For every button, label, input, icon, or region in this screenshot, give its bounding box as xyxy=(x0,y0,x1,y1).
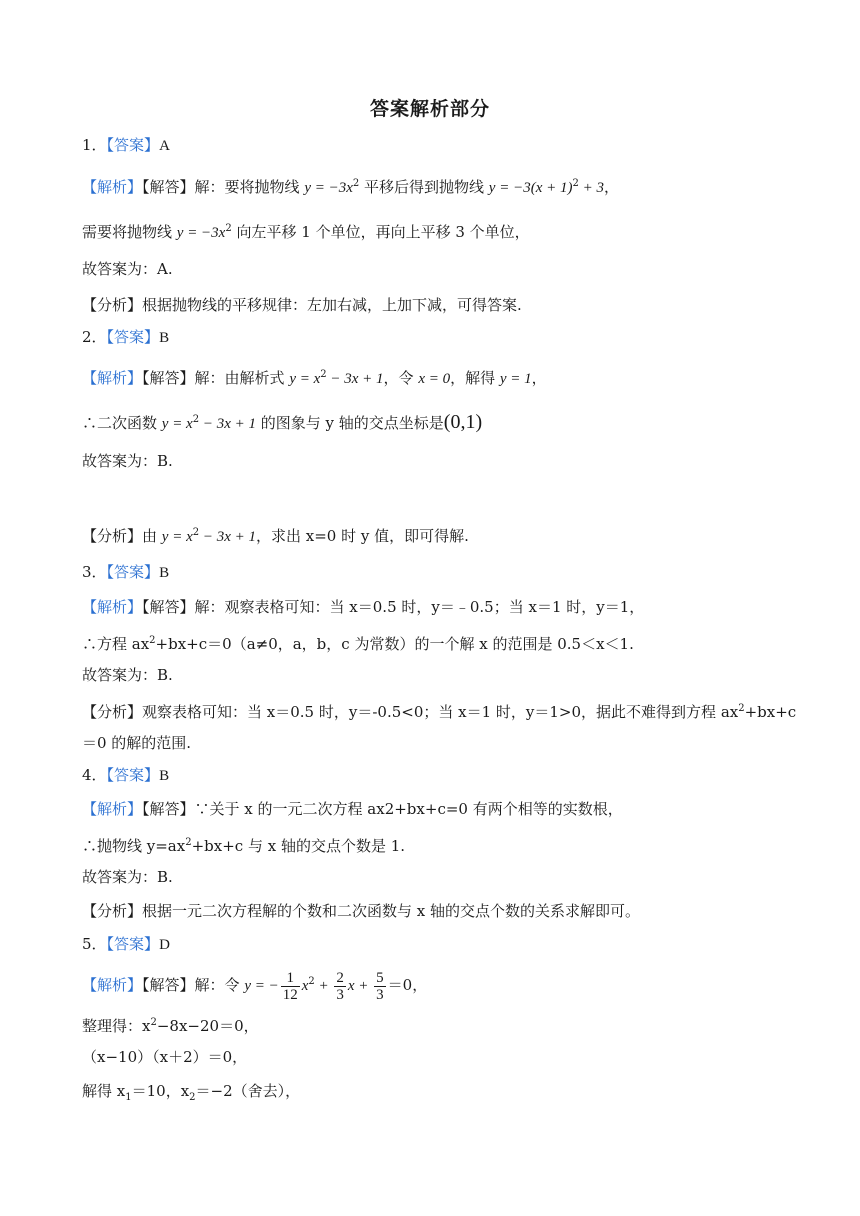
formula: y = x xyxy=(161,529,193,545)
q5-answer-line xyxy=(82,933,800,956)
text: ， xyxy=(531,369,547,387)
answer-tag: 【答案】 xyxy=(106,136,160,154)
jiexi-tag: 【解析】 xyxy=(82,800,143,818)
q1-solution-line-2 xyxy=(82,218,800,244)
superscript: 2 xyxy=(149,635,156,646)
q4-number: 4． xyxy=(82,766,107,784)
answer-tag: 【答案】 xyxy=(106,328,160,346)
formula: y = x xyxy=(161,416,193,432)
fraction xyxy=(281,970,300,1003)
q3-conclusion: 故答案为：B. xyxy=(82,666,173,684)
fenxi-tag: 【分析】 xyxy=(82,527,143,545)
text: 根据抛物线的平移规律：左加右减，上加下减，可得答案. xyxy=(142,296,522,314)
jieda-tag: 【解答】 xyxy=(142,598,195,616)
formula: + xyxy=(314,978,333,994)
q4-answer: B xyxy=(159,768,170,784)
q4-solution-line-1 xyxy=(82,798,800,820)
q5-number: 5． xyxy=(82,935,107,953)
superscript: 2 xyxy=(192,527,200,538)
jieda-tag: 【解答】 xyxy=(142,178,195,196)
text: ＝−2（舍去）， xyxy=(195,1082,301,1100)
denominator: 3 xyxy=(336,986,344,1003)
q4-conclusion: 故答案为：B. xyxy=(82,868,173,886)
text: 由 xyxy=(142,527,162,545)
superscript: 2 xyxy=(225,223,232,234)
fenxi-tag: 【分析】 xyxy=(82,703,143,721)
jiexi-tag: 【解析】 xyxy=(82,369,143,387)
formula: x xyxy=(301,978,309,994)
text: 向左平移 1 个单位，再向上平移 3 个单位， xyxy=(231,223,530,241)
q2-answer-line xyxy=(82,326,800,349)
q2-solution-line-2 xyxy=(82,409,800,435)
denominator: 3 xyxy=(376,986,384,1003)
jiexi-tag: 【解析】 xyxy=(82,976,143,994)
answer-tag: 【答案】 xyxy=(106,935,160,953)
superscript: 2 xyxy=(352,178,360,189)
q3-answer: B xyxy=(159,565,170,581)
text: ，令 xyxy=(383,369,419,387)
q3-analysis-line-1 xyxy=(82,698,800,723)
text: +bx+c xyxy=(744,703,797,721)
jiexi-tag: 【解析】 xyxy=(82,598,143,616)
denominator: 12 xyxy=(282,986,298,1003)
text: ∵关于 x 的一元二次方程 ax2+bx+c=0 有两个相等的实数根， xyxy=(194,800,623,818)
text: +bx+c 与 x 轴的交点个数是 1. xyxy=(191,837,406,855)
q2-number: 2． xyxy=(82,328,107,346)
formula: x = 0 xyxy=(418,371,451,387)
q3-solution-line-1 xyxy=(82,596,800,618)
text: ∴方程 ax xyxy=(82,635,150,653)
text: 的图象与 y 轴的交点坐标是 xyxy=(256,414,444,432)
q5-solution-line-3: （x−10）（x＋2）＝0， xyxy=(82,1048,248,1066)
formula: y = −3x xyxy=(176,225,226,241)
q3-solution-line-2 xyxy=(82,630,800,655)
point-coordinate: (0,1) xyxy=(443,411,483,433)
jieda-tag: 【解答】 xyxy=(142,976,195,994)
text: ，解得 xyxy=(450,369,500,387)
formula: y = x xyxy=(289,371,321,387)
q4-analysis xyxy=(82,900,800,922)
q2-solution-line-1 xyxy=(82,364,800,390)
q1-solution-line-1 xyxy=(82,173,800,199)
jieda-tag: 【解答】 xyxy=(142,369,195,387)
formula: y = −3(x + 1) xyxy=(488,180,573,196)
q5-solution-line-4 xyxy=(82,1080,800,1109)
page-title: 答案解析部分 xyxy=(369,98,490,120)
text: 观察表格可知：当 x＝0.5 时，y＝-0.5<0；当 x＝1 时，y＝1>0，据此不难得到方程 ax xyxy=(142,703,739,721)
superscript: 2 xyxy=(185,837,192,848)
superscript: 2 xyxy=(320,369,327,380)
q5-solution-line-1 xyxy=(82,962,800,1006)
q1-answer: A xyxy=(159,138,170,154)
answer-tag: 【答案】 xyxy=(106,563,160,581)
fenxi-tag: 【分析】 xyxy=(82,296,143,314)
q3-number: 3． xyxy=(82,563,107,581)
text: −8x−20＝0， xyxy=(156,1017,259,1035)
text: 解：观察表格可知：当 x＝0.5 时，y＝﹣0.5；当 x＝1 时，y＝1， xyxy=(194,598,645,616)
formula: − 3x + 1 xyxy=(326,371,384,387)
formula: x + xyxy=(347,978,373,994)
text: 解：令 xyxy=(194,976,245,994)
q1-number: 1． xyxy=(82,136,107,154)
subscript: 2 xyxy=(189,1092,196,1103)
q2-answer: B xyxy=(159,330,170,346)
text: +bx+c＝0（a≠0，a，b，c 为常数）的一个解 x 的范围是 0.5＜x＜1. xyxy=(155,635,634,653)
text: ∴二次函数 xyxy=(82,414,162,432)
text: ＝10，x xyxy=(131,1082,190,1100)
q2-analysis xyxy=(82,522,800,548)
q3-analysis-line-2: ＝0 的解的范围. xyxy=(82,734,192,752)
q1-answer-line xyxy=(82,134,800,157)
superscript: 2 xyxy=(150,1017,157,1028)
subscript: 1 xyxy=(125,1092,132,1103)
superscript: 2 xyxy=(572,178,579,189)
numerator: 1 xyxy=(281,970,300,987)
fraction xyxy=(334,970,346,1003)
formula: y = − xyxy=(244,978,279,994)
q2-conclusion: 故答案为：B. xyxy=(82,452,173,470)
text: 平移后得到抛物线 xyxy=(359,178,489,196)
q1-conclusion: 故答案为：A. xyxy=(82,260,173,278)
q4-solution-line-2 xyxy=(82,832,800,857)
superscript: 2 xyxy=(192,414,200,425)
formula: − 3x + 1 xyxy=(199,529,257,545)
fraction xyxy=(374,970,386,1003)
text: 整理得：x xyxy=(82,1017,151,1035)
superscript: 2 xyxy=(308,976,315,987)
text: ＝0， xyxy=(387,976,428,994)
numerator: 2 xyxy=(336,969,344,986)
text: ∴抛物线 y=ax xyxy=(82,837,186,855)
q5-answer: D xyxy=(159,937,170,953)
formula: − 3x + 1 xyxy=(199,416,256,432)
numerator: 5 xyxy=(376,969,384,986)
text: 解：要将抛物线 xyxy=(194,178,305,196)
jieda-tag: 【解答】 xyxy=(142,800,195,818)
text: ， xyxy=(603,178,619,196)
text: ，求出 x=0 时 y 值，即可得解. xyxy=(256,527,469,545)
answer-tag: 【答案】 xyxy=(106,766,160,784)
formula: y = −3x xyxy=(304,180,353,196)
formula: + 3 xyxy=(578,180,604,196)
q5-solution-line-2 xyxy=(82,1012,800,1037)
text: 解：由解析式 xyxy=(194,369,290,387)
q1-analysis xyxy=(82,294,800,316)
text: 解得 x xyxy=(82,1082,126,1100)
q4-answer-line xyxy=(82,764,800,787)
superscript: 2 xyxy=(738,703,745,714)
jiexi-tag: 【解析】 xyxy=(82,178,143,196)
formula: y = 1 xyxy=(499,371,532,387)
q3-answer-line xyxy=(82,561,800,584)
text: 根据一元二次方程解的个数和二次函数与 x 轴的交点个数的关系求解即可。 xyxy=(142,902,641,920)
text: 需要将抛物线 xyxy=(82,223,177,241)
fenxi-tag: 【分析】 xyxy=(82,902,143,920)
